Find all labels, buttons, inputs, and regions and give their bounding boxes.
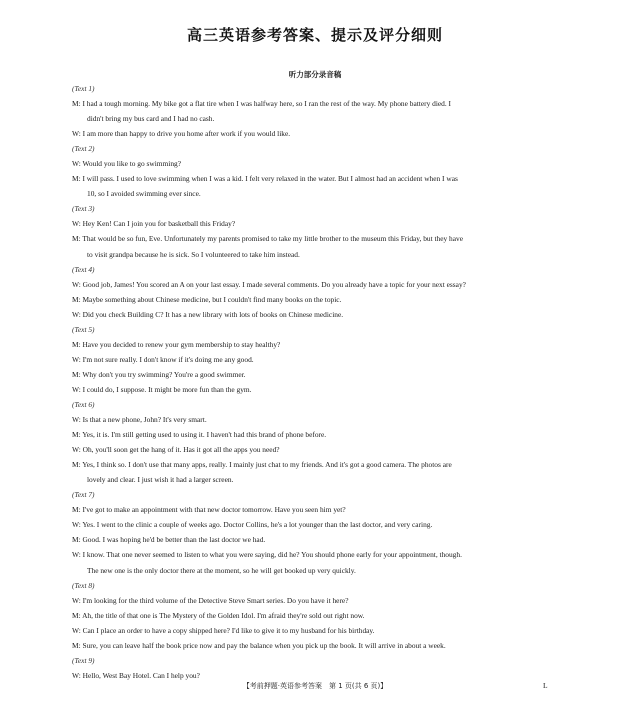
text-label: (Text 7) <box>72 490 95 500</box>
transcript-line: W: I'm looking for the third volume of the Detective Steve Smart series. Do you have it here? <box>72 595 349 605</box>
transcript-line: M: I've got to make an appointment with that new doctor tomorrow. Have you seen him yet? <box>72 505 346 515</box>
transcript-line: M: Maybe something about Chinese medicine, but I couldn't find many books on the topic. <box>72 294 342 304</box>
section-subtitle: 听力部分录音稿 <box>288 70 342 79</box>
transcript-line: W: Hello, West Bay Hotel. Can I help you? <box>72 670 200 680</box>
text-label: (Text 2) <box>72 144 95 154</box>
transcript-line: M: Have you decided to renew your gym membership to stay healthy? <box>72 339 281 349</box>
transcript-line-continuation: The new one is the only doctor there at the moment, so he will get booked up very quickly. <box>87 565 356 575</box>
transcript-line: M: Good. I was hoping he'd be better than the last doctor we had. <box>72 535 266 545</box>
text-label: (Text 3) <box>72 204 95 214</box>
transcript-line: W: Did you check Building C? It has a new library with lots of books on Chinese medicine. <box>72 309 344 319</box>
page-footer: 【考前押题·英语参考答案 第 1 页(共 6 页)】 <box>242 682 388 690</box>
transcript-line-continuation: to visit grandpa because he is sick. So I volunteered to take him instead. <box>87 249 300 259</box>
transcript-line: W: Oh, you'll soon get the hang of it. Has it got all the apps you need? <box>72 445 280 455</box>
page-mark: L <box>543 681 548 690</box>
transcript-line: W: Is that a new phone, John? It's very smart. <box>72 415 207 425</box>
transcript-line: M: I had a tough morning. My bike got a flat tire when I was halfway here, so I ran the rest of the way. My phone battery died. I <box>72 99 452 109</box>
text-label: (Text 4) <box>72 264 95 274</box>
text-label: (Text 6) <box>72 399 95 409</box>
transcript-line: M: Sure, you can leave half the book price now and pay the balance when you pick up the book. It will arrive in about a week. <box>72 640 446 650</box>
transcript-line: W: I'm not sure really. I don't know if it's doing me any good. <box>72 354 254 364</box>
text-label: (Text 1) <box>72 84 95 93</box>
transcript-line: M: Yes, it is. I'm still getting used to using it. I haven't had this brand of phone before. <box>72 430 327 440</box>
transcript-line: W: Yes. I went to the clinic a couple of weeks ago. Doctor Collins, he's a lot younger than the last doctor, and very caring. <box>72 520 433 530</box>
transcript-line: M: That would be so fun, Eve. Unfortunately my parents promised to take my little brother to the museum this Friday, but they have <box>72 234 464 244</box>
transcript-line: M: I will pass. I used to love swimming when I was a kid. I felt very relaxed in the water. But I almost had an accident when I was <box>72 174 458 184</box>
transcript-line: W: I am more than happy to drive you home after work if you would like. <box>72 129 291 139</box>
transcript-line: W: I know. That one never seemed to listen to what you were saying, did he? You should phone early for your appointment, though. <box>72 550 462 560</box>
text-label: (Text 8) <box>72 580 95 590</box>
text-label: (Text 9) <box>72 655 95 665</box>
transcript-line: W: I could do, I suppose. It might be more fun than the gym. <box>72 384 252 394</box>
transcript-line: M: Yes, I think so. I don't use that many apps, really. I mainly just chat to my friends. And it's got a good camera. The photos are <box>72 460 452 470</box>
transcript-line: W: Can I place an order to have a copy shipped here? I'd like to give it to my husband for his birthday. <box>72 625 375 635</box>
transcript-line-continuation: 10, so I avoided swimming ever since. <box>87 189 201 199</box>
transcript-body <box>72 81 560 683</box>
transcript-line-continuation: didn't bring my bus card and I had no cash. <box>87 114 215 124</box>
transcript-line-continuation: lovely and clear. I just wish it had a larger screen. <box>87 475 234 485</box>
page-title: 高三英语参考答案、提示及评分细则 <box>186 26 443 44</box>
text-label: (Text 5) <box>72 324 95 334</box>
transcript-line: M: Ah, the title of that one is The Mystery of the Golden Idol. I'm afraid they're sold out right now. <box>72 610 365 620</box>
transcript-line: W: Good job, James! You scored an A on your last essay. I made several comments. Do you already have a topic for your next essay? <box>72 279 466 289</box>
transcript-line: W: Would you like to go swimming? <box>72 159 182 169</box>
transcript-line: W: Hey Ken! Can I join you for basketball this Friday? <box>72 219 236 229</box>
transcript-line: M: Why don't you try swimming? You're a good swimmer. <box>72 369 246 379</box>
